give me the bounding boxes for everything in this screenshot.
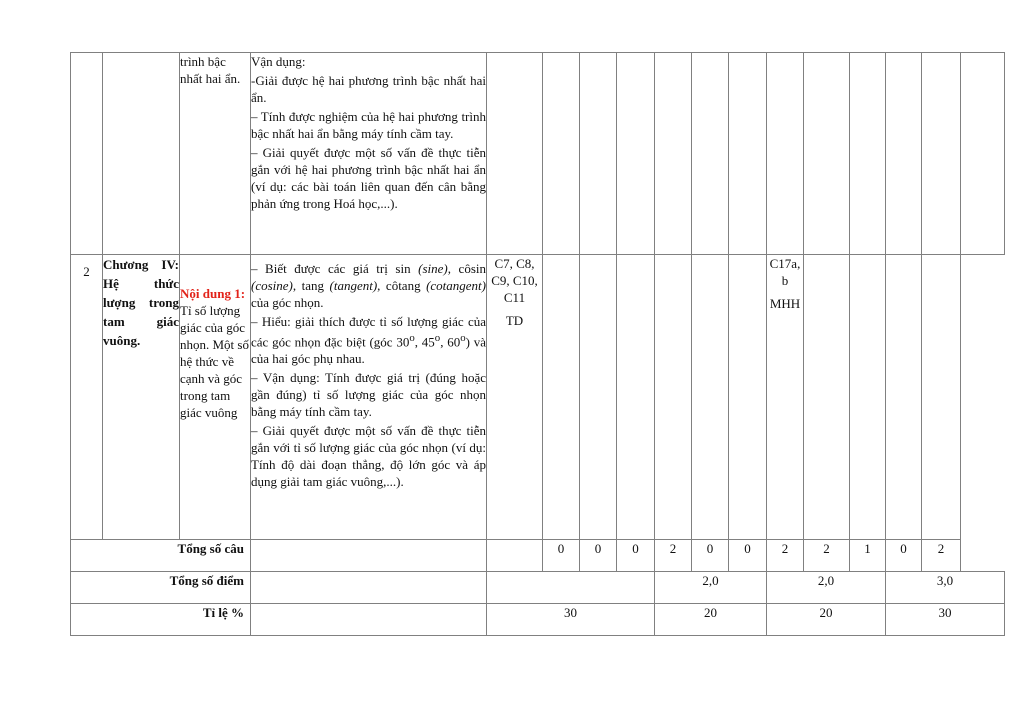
total-cell: 0 [729, 540, 767, 572]
content-line: – Biết được các giá trị sin (sine), côsin (cosine), tang (tangent), côtang (cotangent) của góc nhọn. [251, 261, 486, 310]
question-code: MHH [769, 296, 801, 311]
total-points-row [71, 572, 1005, 604]
chapter-title: Chương IV: Hệ thức lượng trong tam giác vuông. [103, 257, 179, 348]
content-cell [251, 255, 487, 540]
content-line: – Tính được nghiệm của hệ hai phương trình bậc nhất hai ẩn bằng máy tính cầm tay. [251, 109, 486, 141]
total-cell: 0 [692, 540, 729, 572]
question-list: C17a, b [769, 256, 801, 288]
chapter-cell [103, 255, 180, 540]
assessment-matrix-table [70, 52, 1005, 636]
percent-cell: 20 [655, 604, 767, 636]
topic-cell [180, 255, 251, 540]
stt-cell [71, 53, 103, 255]
content-cell [251, 53, 487, 255]
points-cell: 2,0 [655, 572, 767, 604]
total-cell: 2 [804, 540, 850, 572]
points-cell: 3,0 [886, 572, 1005, 604]
content-line: – Giải quyết được một số vấn đề thực tiễn gắn với tỉ số lượng giác của góc nhọn (ví dụ: Tính độ dài đoạn thẳng, độ lớn góc và áp dụng giải tam giác vuông,...). [251, 423, 486, 490]
content-line: – Giải quyết được một số vấn đề thực tiễn gắn với hệ hai phương trình bậc nhất hai ẩn (ví dụ: các bài toán liên quan đến cân bằng phản ứng trong Hoá học,...). [251, 145, 486, 211]
chapter-cell [103, 53, 180, 255]
topic-label: Nội dung 1: [180, 286, 246, 301]
total-cell: 0 [886, 540, 922, 572]
total-cell: 2 [655, 540, 692, 572]
percent-cell: 20 [767, 604, 886, 636]
content-line: Vận dụng: [251, 54, 306, 69]
question-cell [767, 255, 804, 540]
points-cell [487, 572, 655, 604]
topic-cell [180, 53, 251, 255]
total-questions-row [71, 540, 1005, 572]
content-line: -Giải được hệ hai phương trình bậc nhất hai ẩn. [251, 73, 486, 105]
content-line: – Hiểu: giải thích được tỉ số lượng giác của các góc nhọn đặc biệt (góc 30$^o$, 45$^o$, 60$^o$) và của hai góc phụ nhau. [251, 314, 487, 367]
total-cell: 0 [580, 540, 617, 572]
row-label: Tổng số điểm [71, 572, 251, 604]
table-row [71, 255, 1005, 540]
total-cell: 0 [543, 540, 580, 572]
row-label: Tổng số câu [71, 540, 251, 572]
total-cell: 1 [850, 540, 886, 572]
topic-text: trình bậc nhất hai ẩn. [180, 54, 241, 86]
percent-cell: 30 [886, 604, 1005, 636]
question-code: TD [505, 313, 524, 328]
content-line: – Vận dụng: Tính được giá trị (đúng hoặc gần đúng) tỉ số lượng giác của góc nhọn bằng máy tính cầm tay. [251, 370, 486, 420]
percent-row [71, 604, 1005, 636]
question-cell [487, 255, 543, 540]
total-cell: 2 [767, 540, 804, 572]
question-list: C7, C8, C9, C10, C11 [491, 256, 538, 305]
stt-number: 2 [83, 264, 90, 279]
row-label: Tỉ lệ % [71, 604, 251, 636]
total-cell: 0 [617, 540, 655, 572]
stt-cell [71, 255, 103, 540]
total-cell: 2 [922, 540, 961, 572]
points-cell: 2,0 [767, 572, 886, 604]
percent-cell: 30 [487, 604, 655, 636]
table-row [71, 53, 1005, 255]
topic-text: Tỉ số lượng giác của góc nhọn. Một số hệ thức về cạnh và góc trong tam giác vuông [180, 303, 249, 420]
